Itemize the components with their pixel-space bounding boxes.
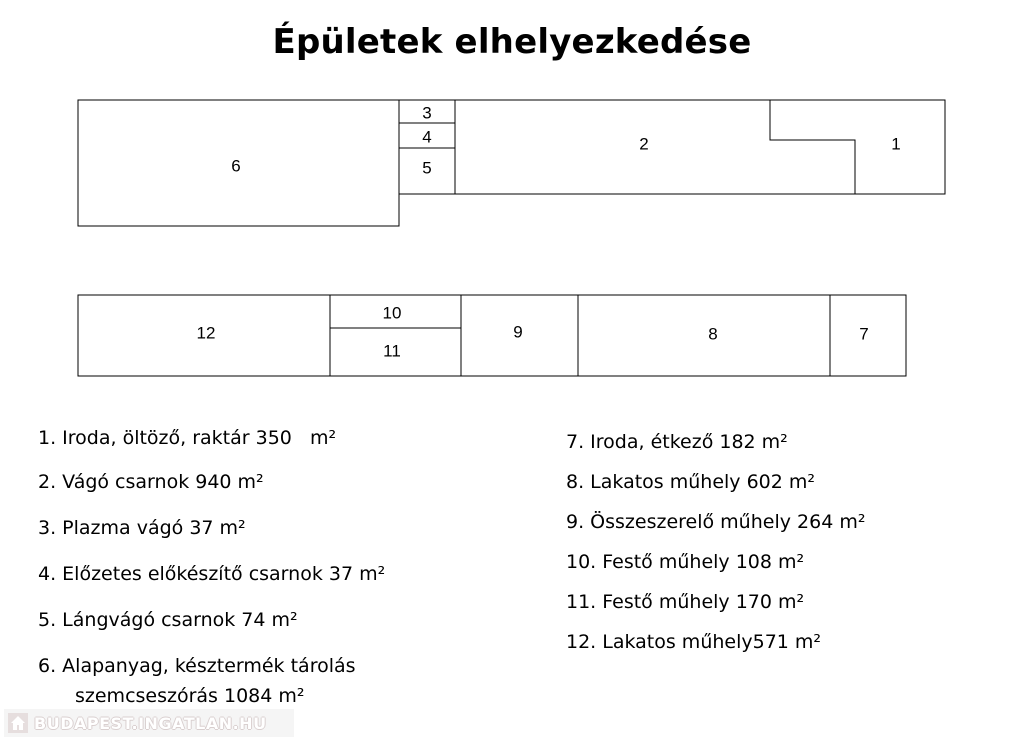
- legend-item-6: 6. Alapanyag, késztermék tárolás: [38, 655, 356, 677]
- building-group-bottom: [78, 295, 906, 376]
- legend-item-11: 11. Festő műhely 170 m²: [566, 591, 805, 613]
- room-label-12: 12: [196, 323, 216, 343]
- room-label-5: 5: [422, 158, 432, 178]
- room-label-8: 8: [708, 324, 718, 344]
- room-2: [455, 100, 855, 194]
- legend-left: [38, 426, 518, 716]
- legend-item-8: 8. Lakatos műhely 602 m²: [566, 471, 815, 493]
- room-8: [578, 295, 830, 376]
- room-label-6: 6: [231, 156, 241, 176]
- room-label-1: 1: [891, 134, 901, 154]
- legend-item-5: 5. Lángvágó csarnok 74 m²: [38, 609, 298, 631]
- legend-item-3: 3. Plazma vágó 37 m²: [38, 517, 246, 539]
- room-label-11: 11: [383, 341, 401, 361]
- legend-item-4: 4. Előzetes előkészítő csarnok 37 m²: [38, 563, 386, 585]
- legend-item-2: 2. Vágó csarnok 940 m²: [38, 471, 264, 493]
- room-label-2: 2: [639, 134, 649, 154]
- legend-item-9: 9. Összeszerelő műhely 264 m²: [566, 511, 866, 533]
- room-label-4: 4: [422, 127, 432, 147]
- legend-right: [566, 430, 1006, 660]
- room-label-10: 10: [382, 303, 402, 323]
- legend-item-6-continued: szemcseszórás 1084 m²: [75, 685, 305, 707]
- legend-item-12: 12. Lakatos műhely571 m²: [566, 631, 822, 653]
- watermark-text: BUDAPEST.INGATLAN.HU: [34, 713, 267, 733]
- legend-item-7: 7. Iroda, étkező 182 m²: [566, 431, 788, 453]
- room-label-7: 7: [859, 324, 869, 344]
- room-label-9: 9: [513, 322, 523, 342]
- legend-item-10: 10. Festő műhely 108 m²: [566, 551, 805, 573]
- building-group-top: [78, 100, 945, 226]
- house-icon: [8, 713, 28, 733]
- room-label-3: 3: [422, 103, 432, 123]
- legend-item-1: 1. Iroda, öltöző, raktár 350 m²: [38, 427, 337, 449]
- page-title: Épületek elhelyezkedése: [272, 22, 752, 62]
- room-1: [770, 100, 945, 194]
- watermark: [4, 709, 294, 737]
